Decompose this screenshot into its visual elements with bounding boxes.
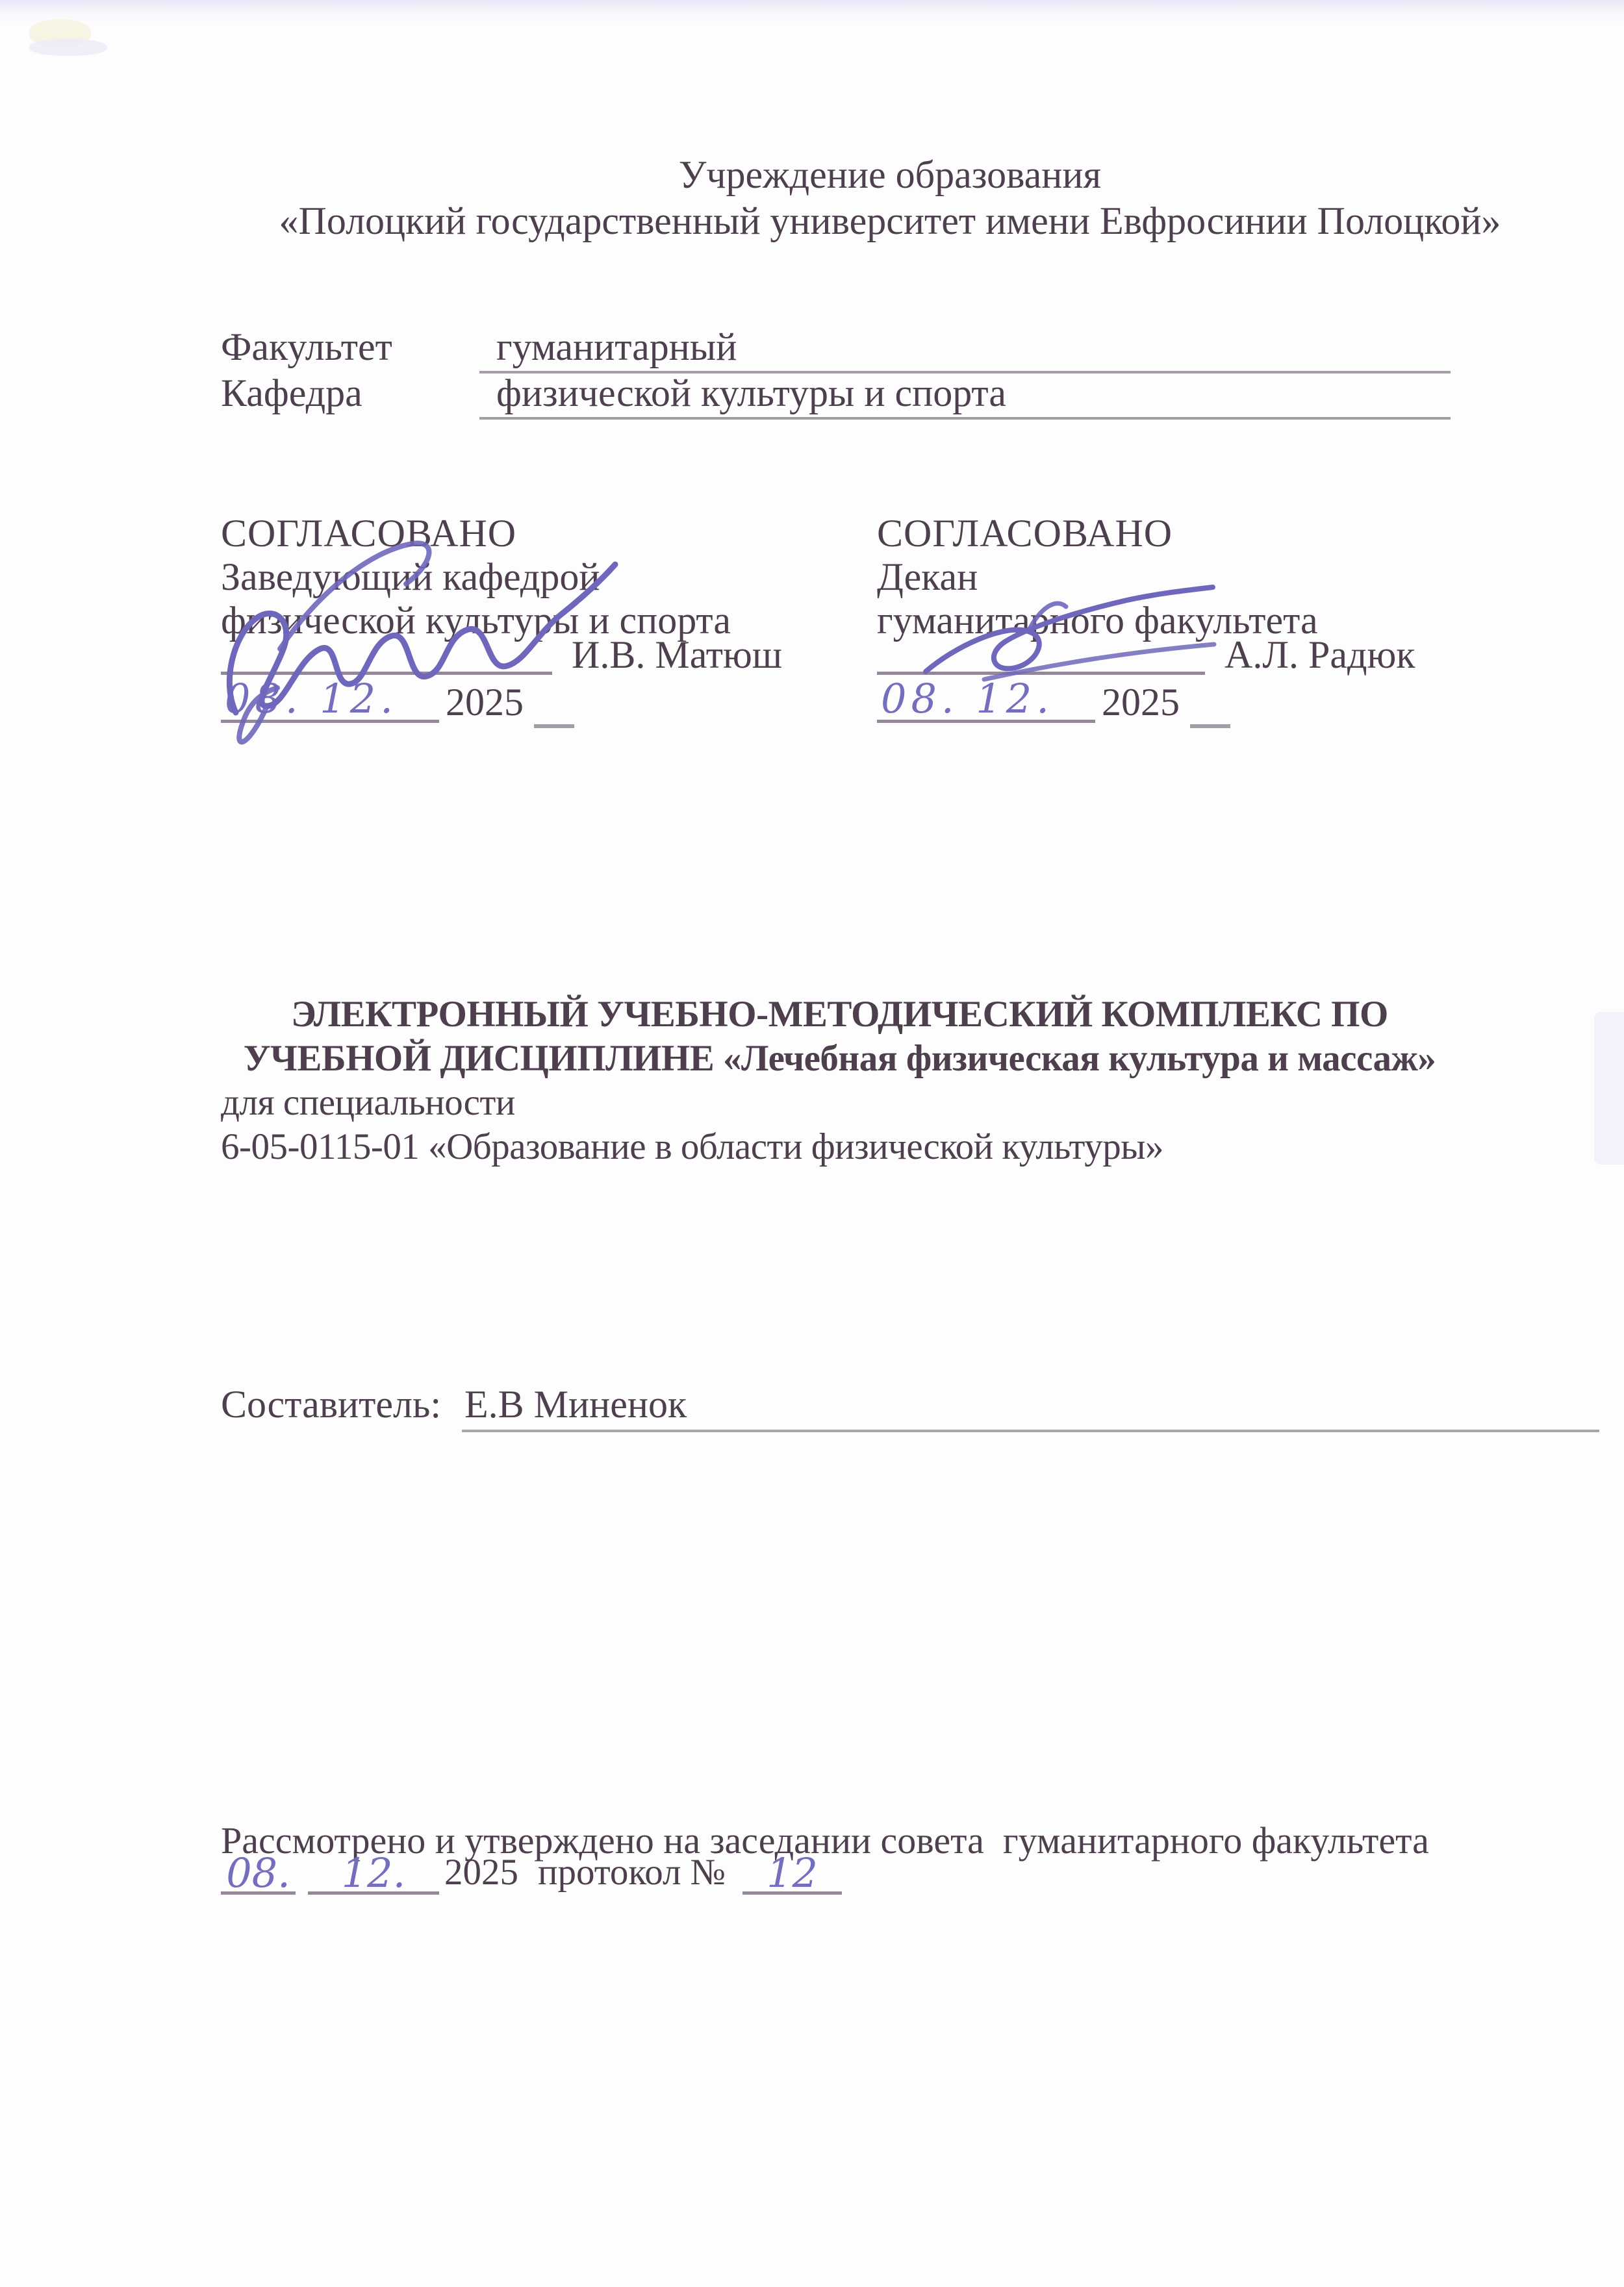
faculty-row: [221, 325, 1451, 368]
department-label: Кафедра: [221, 372, 362, 414]
document-title: [221, 992, 1458, 1169]
title-line-1: ЭЛЕКТРОННЫЙ УЧЕБНО-МЕТОДИЧЕСКИЙ КОМПЛЕКС ПО: [291, 994, 1388, 1035]
signatory-name: И.В. Матюш: [572, 633, 783, 676]
approval-block-dean: [877, 512, 1458, 723]
handwritten-date: 08. 12.: [221, 678, 439, 723]
scan-artifact-smudge: [29, 19, 91, 47]
approval-role-line2: физической культуры и спорта: [221, 599, 731, 642]
compiler-value: Е.В Миненок: [462, 1382, 1599, 1432]
university-name-line: «Полоцкий государственный университет имени Евфросинии Полоцкой»: [279, 199, 1501, 242]
title-line-3: для специальности: [221, 1082, 515, 1123]
footer-statement-line: Рассмотрено и утверждено на заседании совета гуманитарного факультета: [221, 1819, 1429, 1862]
scan-artifact-top-strip: [0, 0, 1624, 27]
title-line-4: 6-05-0115-01 «Образование в области физической культуры»: [221, 1126, 1163, 1167]
department-row: [221, 371, 1451, 414]
approval-role-line2: гуманитарного факультета: [877, 599, 1318, 642]
scan-artifact-smudge: [29, 39, 107, 56]
date-underline-tail: [1190, 724, 1230, 728]
typed-year: 2025: [1102, 681, 1180, 724]
footer-date-row: [221, 1849, 1494, 1897]
compiler-row: [221, 1382, 1599, 1432]
faculty-label: Факультет: [221, 325, 392, 368]
approval-role-line1: Заведующий кафедрой: [221, 555, 600, 598]
faculty-value: гуманитарный: [479, 325, 1451, 373]
handwritten-date: 08. 12.: [877, 678, 1095, 723]
title-line-2: УЧЕБНОЙ ДИСЦИПЛИНЕ «Лечебная физическая культура и массаж»: [243, 1038, 1436, 1079]
protocol-label: протокол №: [538, 1852, 726, 1893]
typed-year: 2025: [446, 681, 524, 724]
signature-row: [221, 633, 877, 676]
handwritten-signature: [218, 538, 620, 733]
handwritten-protocol-number: 12: [742, 1855, 842, 1895]
signature-line: [877, 642, 1205, 675]
department-value: физической культуры и спорта: [479, 371, 1451, 420]
handwritten-signature: [913, 569, 1224, 699]
handwritten-month: 12.: [308, 1855, 439, 1895]
handwritten-day: 08.: [221, 1855, 296, 1895]
signature-line: [221, 642, 552, 675]
faculty-department-fields: [221, 325, 1451, 414]
signatory-name: А.Л. Радюк: [1224, 633, 1415, 676]
scan-artifact-right-edge: [1594, 1012, 1624, 1165]
approval-footer: [221, 1821, 1494, 1895]
approval-block-department-head: [221, 512, 877, 723]
approval-role-line1: Декан: [877, 555, 978, 598]
document-header: [221, 152, 1559, 244]
typed-year: 2025: [444, 1852, 518, 1893]
approval-heading: СОГЛАСОВАНО: [877, 512, 1173, 555]
org-name-line: Учреждение образования: [678, 153, 1102, 196]
approvals-section: [221, 512, 1458, 723]
signature-row: [877, 633, 1458, 676]
compiler-label: Составитель:: [221, 1383, 441, 1426]
approval-heading: СОГЛАСОВАНО: [221, 512, 517, 555]
